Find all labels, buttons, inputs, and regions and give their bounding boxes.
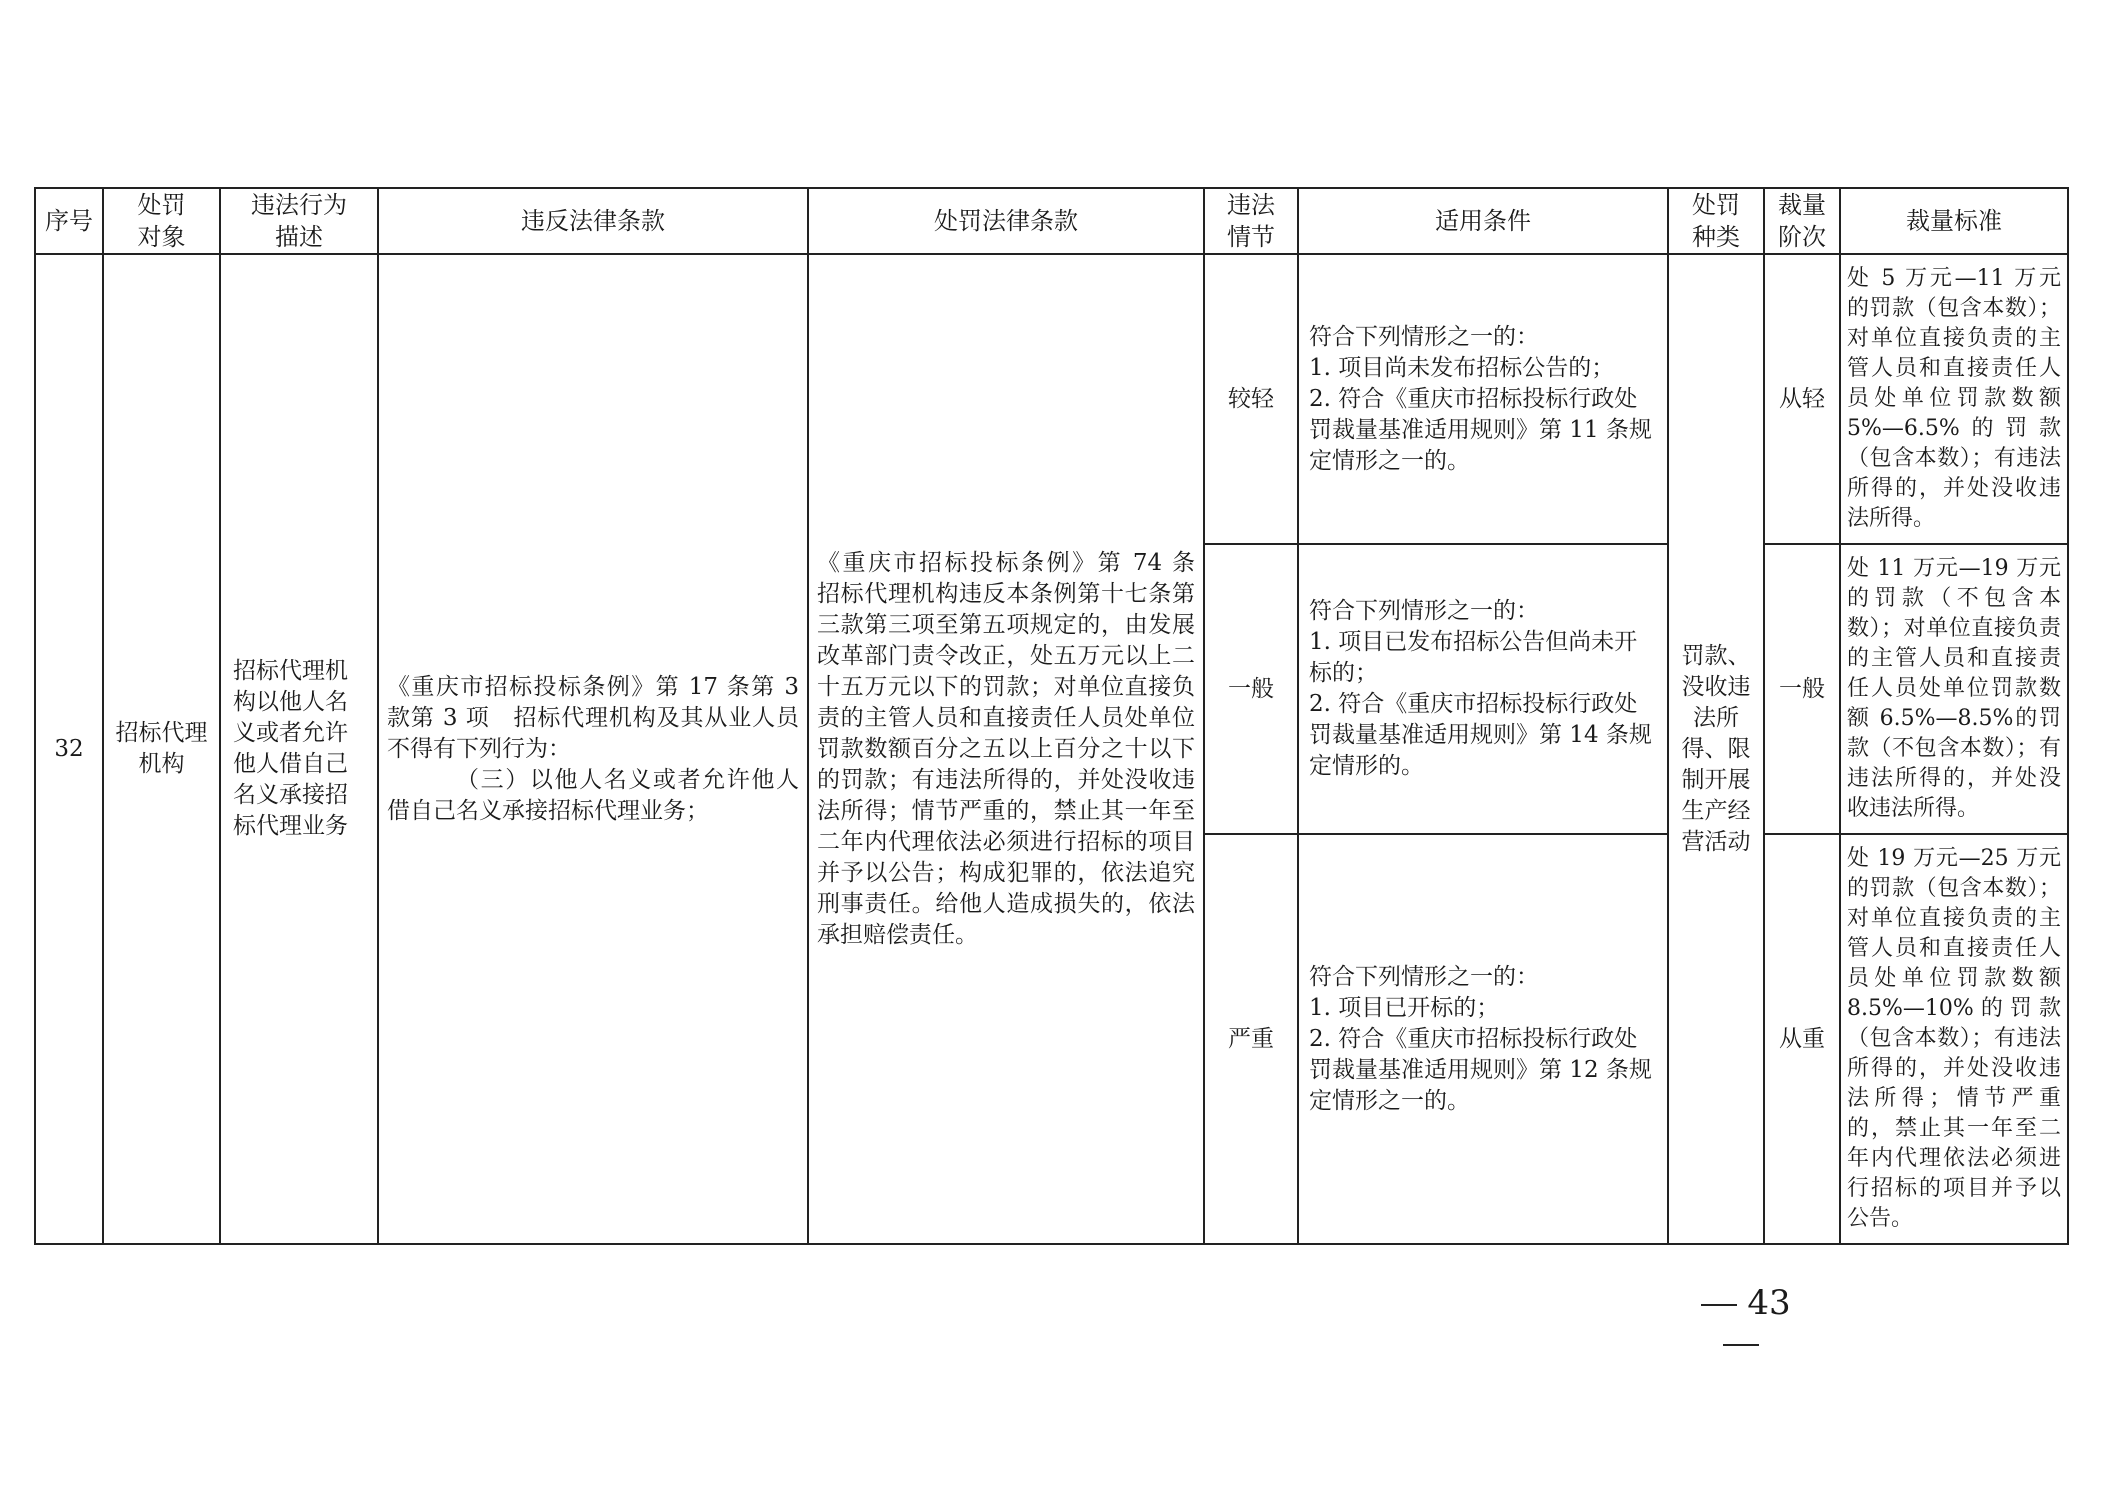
standard-general: 处 11 万元—19 万元的罚款（不包含本数）；对单位直接负责的主管人员和直接责任人员处单位罚款数额 6.5%—8.5%的罚款（不包含本数）；有违法所得的，并处没收违法所得。: [1840, 544, 2068, 834]
header-target: 处罚 对象: [103, 188, 220, 254]
behavior-cell: 招标代理机构以他人名义或者允许他人借自己名义承接招标代理业务: [220, 254, 378, 1244]
dash-left: [1701, 1304, 1737, 1306]
target-cell: 招标代理机构: [103, 254, 220, 1244]
header-level: 裁量 阶次: [1764, 188, 1840, 254]
header-circumstance: 违法 情节: [1204, 188, 1298, 254]
penalty-law-cell: 《重庆市招标投标条例》第 74 条 招标代理机构违反本条例第十七条第三款第三项至第五项规定的，由发展改革部门责令改正，处五万元以上二十五万元以下的罚款；对单位直接负责的主管人员和直接责任人员处单位罚款数额百分之五以上百分之十以下的罚款；有违法所得的，并处没收违法所得；情节严重的，禁止其一年至二年内代理依法必须进行招标的项目并予以公告；构成犯罪的，依法追究刑事责任。给他人造成损失的，依法承担赔偿责任。: [808, 254, 1204, 1244]
violated-law-item: （三）以他人名义或者允许他人借自己名义承接招标代理业务；: [387, 766, 799, 824]
table-row: [35, 254, 2068, 544]
standard-light: 处 5 万元—11 万元的罚款（包含本数）；对单位直接负责的主管人员和直接责任人员处单位罚款数额 5%—6.5%的罚款（包含本数）；有违法所得的，并处没收违法所得。: [1840, 254, 2068, 544]
dash-right: [1723, 1344, 1759, 1346]
header-behavior: 违法行为 描述: [220, 188, 378, 254]
penalty-discretion-table: [34, 187, 2069, 1245]
header-standard: 裁量标准: [1840, 188, 2068, 254]
header-seq: 序号: [35, 188, 103, 254]
condition-serious: 符合下列情形之一的： 1. 项目已开标的； 2. 符合《重庆市招标投标行政处罚裁量基准适用规则》第 12 条规定情形之一的。: [1298, 834, 1668, 1244]
level-general: 一般: [1764, 544, 1840, 834]
penalty-type-cell: 罚款、没收违法所得、限制开展生产经营活动: [1668, 254, 1764, 1244]
seq-cell: 32: [35, 254, 103, 1244]
condition-light: 符合下列情形之一的： 1. 项目尚未发布招标公告的； 2. 符合《重庆市招标投标行政处罚裁量基准适用规则》第 11 条规定情形之一的。: [1298, 254, 1668, 544]
level-light: 从轻: [1764, 254, 1840, 544]
violated-law-main: 《重庆市招标投标条例》第 17 条第 3 款第 3 项 招标代理机构及其从业人员不得有下列行为：: [387, 673, 799, 762]
header-penalty-type: 处罚 种类: [1668, 188, 1764, 254]
page-number: [1676, 1283, 1806, 1363]
condition-general: 符合下列情形之一的： 1. 项目已发布招标公告但尚未开标的； 2. 符合《重庆市招标投标行政处罚裁量基准适用规则》第 14 条规定情形的。: [1298, 544, 1668, 834]
header-penalty-law: 处罚法律条款: [808, 188, 1204, 254]
standard-serious: 处 19 万元—25 万元的罚款（包含本数）；对单位直接负责的主管人员和直接责任人员处单位罚款数额 8.5%—10%的罚款（包含本数）；有违法所得的，并处没收违法所得；情节严重的，禁止其一年至二年内代理依法必须进行招标的项目并予以公告。: [1840, 834, 2068, 1244]
header-condition: 适用条件: [1298, 188, 1668, 254]
penalty-table-container: [34, 187, 2067, 1241]
circumstance-serious: 严重: [1204, 834, 1298, 1244]
circumstance-light: 较轻: [1204, 254, 1298, 544]
page-number-value: 43: [1747, 1283, 1791, 1323]
header-row: [35, 188, 2068, 254]
violated-law-cell: [378, 254, 808, 1244]
level-serious: 从重: [1764, 834, 1840, 1244]
circumstance-general: 一般: [1204, 544, 1298, 834]
header-violated-law: 违反法律条款: [378, 188, 808, 254]
